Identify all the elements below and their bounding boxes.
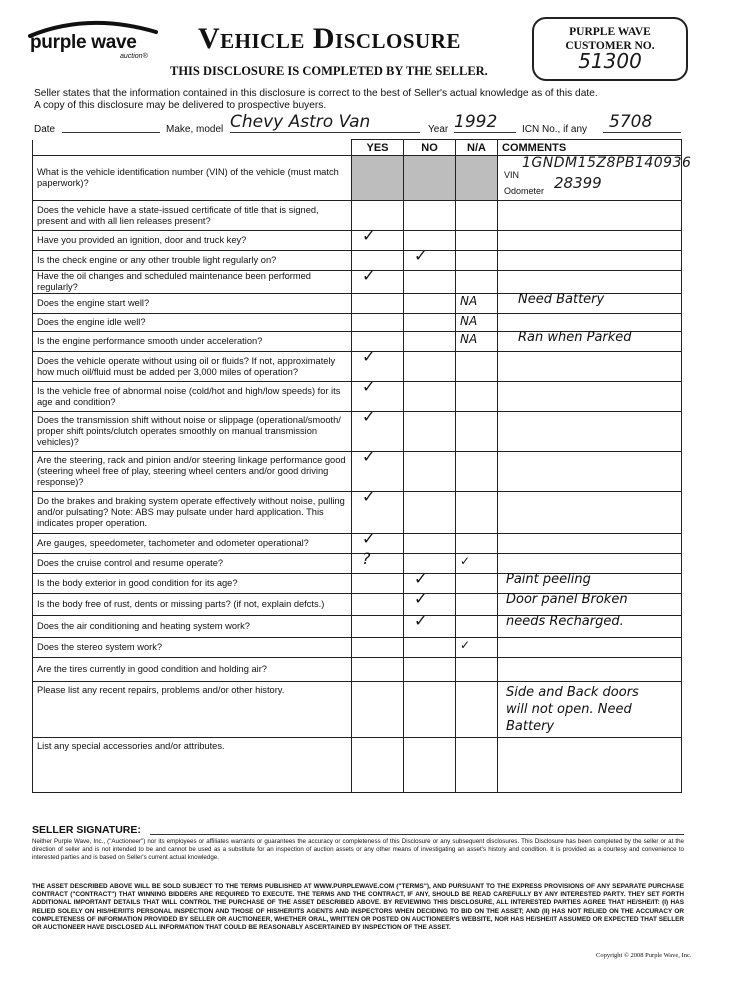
make-label: Make, model [166,124,224,135]
na-cell[interactable] [456,231,498,251]
comment-cell[interactable] [498,658,682,682]
yes-mark: ✓ [362,226,376,245]
comment-cell[interactable] [498,738,682,793]
yes-mark: ✓ [362,266,376,285]
no-cell[interactable] [404,382,456,412]
yes-cell[interactable] [352,574,404,594]
na-cell[interactable] [456,201,498,231]
yes-cell [352,156,404,201]
table-row [33,594,682,616]
na-cell[interactable] [456,574,498,594]
na-cell[interactable] [456,492,498,534]
yes-cell[interactable] [352,251,404,271]
question-text: Do the brakes and braking system operate effectively without noise, pulling and/or pulsating? Note: ABS may pulsate under hard application. This indicates proper operation. [33,492,352,534]
table-row [33,738,682,793]
table-row [33,314,682,332]
no-cell[interactable] [404,314,456,332]
comment-cell[interactable] [498,638,682,658]
make-model-value: Chevy Astro Van [230,112,371,132]
question-text: Is the engine performance smooth under acceleration? [33,332,352,352]
question-text: Is the vehicle free of abnormal noise (cold/hot and high/low speeds) for its age and condition? [33,382,352,412]
na-cell[interactable] [456,616,498,638]
na-cell[interactable] [456,554,498,574]
table-row [33,332,682,352]
intro-line-2: A copy of this disclosure may be delivered to prospective buyers. [34,100,327,111]
yes-cell[interactable] [352,347,404,382]
comment-cell[interactable] [498,616,682,638]
yes-cell[interactable] [352,638,404,658]
logo-subtext: auction® [120,53,148,60]
no-cell[interactable] [404,682,456,738]
na-cell[interactable] [456,352,498,382]
na-cell[interactable] [456,412,498,452]
na-cell [456,156,498,201]
vin-label: VIN [504,170,520,180]
no-mark: ✓ [414,246,428,265]
question-text: Is the check engine or any other trouble light regularly on? [33,251,352,271]
comment-cell[interactable] [498,682,682,738]
no-mark: ✓ [414,611,428,630]
no-cell[interactable] [404,271,456,294]
no-cell[interactable] [404,412,456,452]
yes-cell[interactable] [352,658,404,682]
table-row [33,638,682,658]
customer-box-label-1: PURPLE WAVE [569,26,651,38]
table-row [33,492,682,534]
question-text: Does the engine idle well? [33,314,352,332]
comment-cell[interactable] [498,332,682,352]
question-text: Does the vehicle have a state-issued certificate of title that is signed, present and with all lien releases present? [33,201,352,231]
comment-cell[interactable] [498,251,682,271]
yes-cell[interactable] [352,549,404,574]
no-cell[interactable] [404,658,456,682]
intro-line-1: Seller states that the information contained in this disclosure is correct to the best of Seller's actual knowledge as of this date. [34,88,598,99]
no-cell[interactable] [404,569,456,594]
customer-box-label-2: CUSTOMER NO. [565,40,655,52]
table-row [33,412,682,452]
na-cell[interactable] [456,294,498,314]
no-cell[interactable] [404,294,456,314]
na-cell[interactable] [456,332,498,352]
yes-header: YES [352,140,404,156]
year-field[interactable] [454,112,516,133]
page-title: Vehicle Disclosure [198,22,461,55]
yes-mark: ✓ [362,347,376,366]
page-subtitle: THIS DISCLOSURE IS COMPLETED BY THE SELLER. [170,64,488,78]
customer-number-box [532,17,688,81]
yes-mark: ✓ [362,487,376,506]
odometer-label: Odometer [504,186,545,196]
table-header-row [33,140,682,156]
yes-cell[interactable] [352,314,404,332]
yes-mark: ✓ [362,377,376,396]
yes-cell[interactable] [352,616,404,638]
year-label: Year [428,124,449,135]
question-text: Are gauges, speedometer, tachometer and odometer operational? [33,534,352,554]
na-cell[interactable] [456,738,498,793]
table-row [33,294,682,314]
question-text: Are the steering, rack and pinion and/or steering linkage performance good (steering wheel free of play, steering wheel centers and/or good driving response)? [33,452,352,492]
comment-cell[interactable] [498,452,682,492]
table-row [33,271,682,294]
year-value: 1992 [454,112,498,132]
no-cell[interactable] [404,589,456,616]
disclosure-table [32,139,692,793]
question-text: What is the vehicle identification number (VIN) of the vehicle (must match paperwork)? [33,156,352,201]
no-mark: ✓ [414,569,428,588]
date-field[interactable] [62,118,160,133]
question-text: Are the tires currently in good condition and holding air? [33,658,352,682]
comment-cell[interactable] [498,382,682,412]
no-header: NO [404,140,456,156]
question-text: Does the cruise control and resume operate? [33,554,352,574]
na-cell[interactable] [456,314,498,332]
yes-cell[interactable] [352,594,404,616]
question-text: Have you provided an ignition, door and truck key? [33,231,352,251]
yes-cell[interactable] [352,294,404,314]
no-cell[interactable] [404,332,456,352]
na-cell[interactable] [456,534,498,554]
comment-cell[interactable] [498,294,682,314]
table-row [33,616,682,638]
comment-cell[interactable] [498,314,682,332]
yes-cell[interactable] [352,487,404,534]
table-row [33,452,682,492]
seller-signature-label: SELLER SIGNATURE: [32,824,141,836]
date-label: Date [34,124,56,135]
no-cell[interactable] [404,638,456,658]
question-text: List any special accessories and/or attributes. [33,738,352,793]
na-cell[interactable] [456,658,498,682]
table-row [33,352,682,382]
comment-cell[interactable] [498,412,682,452]
yes-cell[interactable] [352,682,404,738]
comment-text: Ran when Parked [518,330,632,345]
no-cell[interactable] [404,231,456,251]
na-cell[interactable] [456,682,498,738]
vin-odometer-cell[interactable] [498,155,692,201]
comment-cell[interactable] [498,534,682,554]
comment-text: needs Recharged. [506,614,624,629]
no-cell[interactable] [404,738,456,793]
logo-text: purple wave [30,32,137,53]
yes-cell[interactable] [352,529,404,554]
comment-cell[interactable] [498,271,682,294]
table-row [33,156,682,201]
yes-mark: ✓ [362,529,376,548]
icn-value: 5708 [609,112,653,132]
comment-cell[interactable] [498,574,682,594]
question-text: Is the body free of rust, dents or missing parts? (if not, explain defcts.) [33,594,352,616]
na-mark: NA [460,314,478,328]
na-cell[interactable] [456,594,498,616]
seller-signature-field[interactable] [150,820,684,835]
na-cell[interactable] [456,638,498,658]
na-mark: ✓ [460,554,471,568]
table-row [33,534,682,554]
no-cell[interactable] [404,554,456,574]
comments-header: COMMENTS [498,140,682,156]
question-text: Have the oil changes and scheduled maintenance been performed regularly? [33,271,352,294]
comment-text: Need Battery [518,292,605,307]
na-cell[interactable] [456,251,498,271]
table-row [33,658,682,682]
question-text: Please list any recent repairs, problems and/or other history. [33,682,352,738]
table-row [33,201,682,231]
question-text: Does the air conditioning and heating system work? [33,616,352,638]
yes-mark: ? [362,549,371,568]
yes-cell[interactable] [352,447,404,492]
copyright-text: Copyright © 2008 Purple Wave, Inc. [596,952,692,959]
table-row [33,574,682,594]
question-header [33,140,352,156]
make-model-field[interactable] [230,112,420,133]
yes-cell[interactable] [352,332,404,352]
comment-cell[interactable] [498,201,682,231]
na-cell[interactable] [456,452,498,492]
no-cell[interactable] [404,492,456,534]
yes-cell[interactable] [352,738,404,793]
comment-cell[interactable] [498,352,682,382]
na-cell[interactable] [456,271,498,294]
table-row [33,382,682,412]
table-row [33,554,682,574]
na-mark: NA [460,294,478,308]
na-cell[interactable] [456,382,498,412]
yes-cell[interactable] [352,201,404,231]
comment-text: Door panel Broken [506,592,628,607]
yes-cell[interactable] [352,377,404,412]
comment-cell[interactable] [498,492,682,534]
question-text: Does the transmission shift without noise or slippage (operational/smooth/ proper shift points/clutch operates smoothly on manual transmission vehicles)? [33,412,352,452]
yes-cell[interactable] [352,226,404,251]
table-row [33,251,682,271]
comment-cell[interactable] [498,231,682,251]
table-row [33,682,682,738]
odometer-value: 28399 [554,174,602,192]
comment-cell[interactable] [498,554,682,574]
customer-number-value: 51300 [578,49,642,73]
icn-label: ICN No., if any [522,124,588,135]
comment-cell[interactable] [498,594,682,616]
icn-field[interactable] [603,112,681,133]
disclaimer-text: Neither Purple Wave, Inc., ("Auctioneer") nor its employees or affiliates warrants or guarantees the accuracy or completeness of this Disclosure or any subsequent disclosures. This Disclosure has been completed by the seller or at the direction of seller and is not intended to be and cannot be used as a substitute for an inspection of auction assets or any other means of investigating an asset's history and condition. It is provided as a courtesy and convenience to interested parties and is based on Seller's current actual knowledge. [32,838,684,861]
terms-text: THE ASSET DESCRIBED ABOVE WILL BE SOLD SUBJECT TO THE TERMS PUBLISHED AT WWW.PURPLEWAVE.COM ("TERMS"), AND PURSUANT TO THE EXPRESS PROVISIONS OF ANY SEPARATE PURCHASE CONTRACT ("CONTRACT") THAT WINNING BIDDERS ARE REQUIRED TO EXECUTE. THE TERMS AND THE CONTRACT, IF ANY, SHOULD BE READ CAREFULLY BY ANY INTERESTED PARTY. THEY SET FORTH ADDITIONAL IMPORTANT DETAILS THAT WILL CONTROL THE PURCHASE OF THE ASSET DESCRIBED ABOVE. BY REVIEWING THIS DISCLOSURE, ALL INTERESTED PARTIES AGREE THAT HE/SHE/IT: (I) HAS RELIED SOLELY ON HIS/HER/ITS PERSONAL INSPECTION AND THOSE OF HIS/HER/ITS AGENTS AND INSPECTORS WHEN DECIDING TO BID ON THE ASSET; AND (II) HAS NOT RELIED ON THE ACCURACY OR COMPLETENESS OF INFORMATION PROVIDED BY SELLER OR AUCTIONEER, WHETHER ORAL, WRITTEN OR POSTED ON AUCTIONEER'S WEBSITE, NOR HAS HE/SHE/IT ASSUMED OR EXPECTED THAT SELLER OR AUCTIONEER HAVE DISCLOSED ALL INFORMATION THAT COULD BE REASONABLY ASCERTAINED BY INSPECTION OF THE ASSET. [32,883,684,932]
no-cell[interactable] [404,246,456,271]
question-text: Does the stereo system work? [33,638,352,658]
no-mark: ✓ [414,589,428,608]
na-mark: ✓ [460,638,471,652]
table-row [33,231,682,251]
no-cell [404,156,456,201]
question-text: Does the engine start well? [33,294,352,314]
yes-cell[interactable] [352,266,404,294]
no-cell[interactable] [404,452,456,492]
na-mark: NA [460,332,478,346]
no-cell[interactable] [404,201,456,231]
comment-text: Side and Back doors will not open. Need Battery [506,685,639,734]
no-cell[interactable] [404,611,456,638]
question-text: Is the body exterior in good condition for its age? [33,574,352,594]
vin-value: 1GNDM15Z8PB140936 [522,155,692,171]
comment-text: Paint peeling [506,572,591,587]
na-header: N/A [456,140,498,156]
no-cell[interactable] [404,352,456,382]
question-text: Does the vehicle operate without using oil or fluids? If not, approximately how much oil/fluid must be added per 3,000 miles of operation? [33,352,352,382]
yes-mark: ✓ [362,407,376,426]
yes-mark: ✓ [362,447,376,466]
yes-cell[interactable] [352,407,404,452]
no-cell[interactable] [404,534,456,554]
